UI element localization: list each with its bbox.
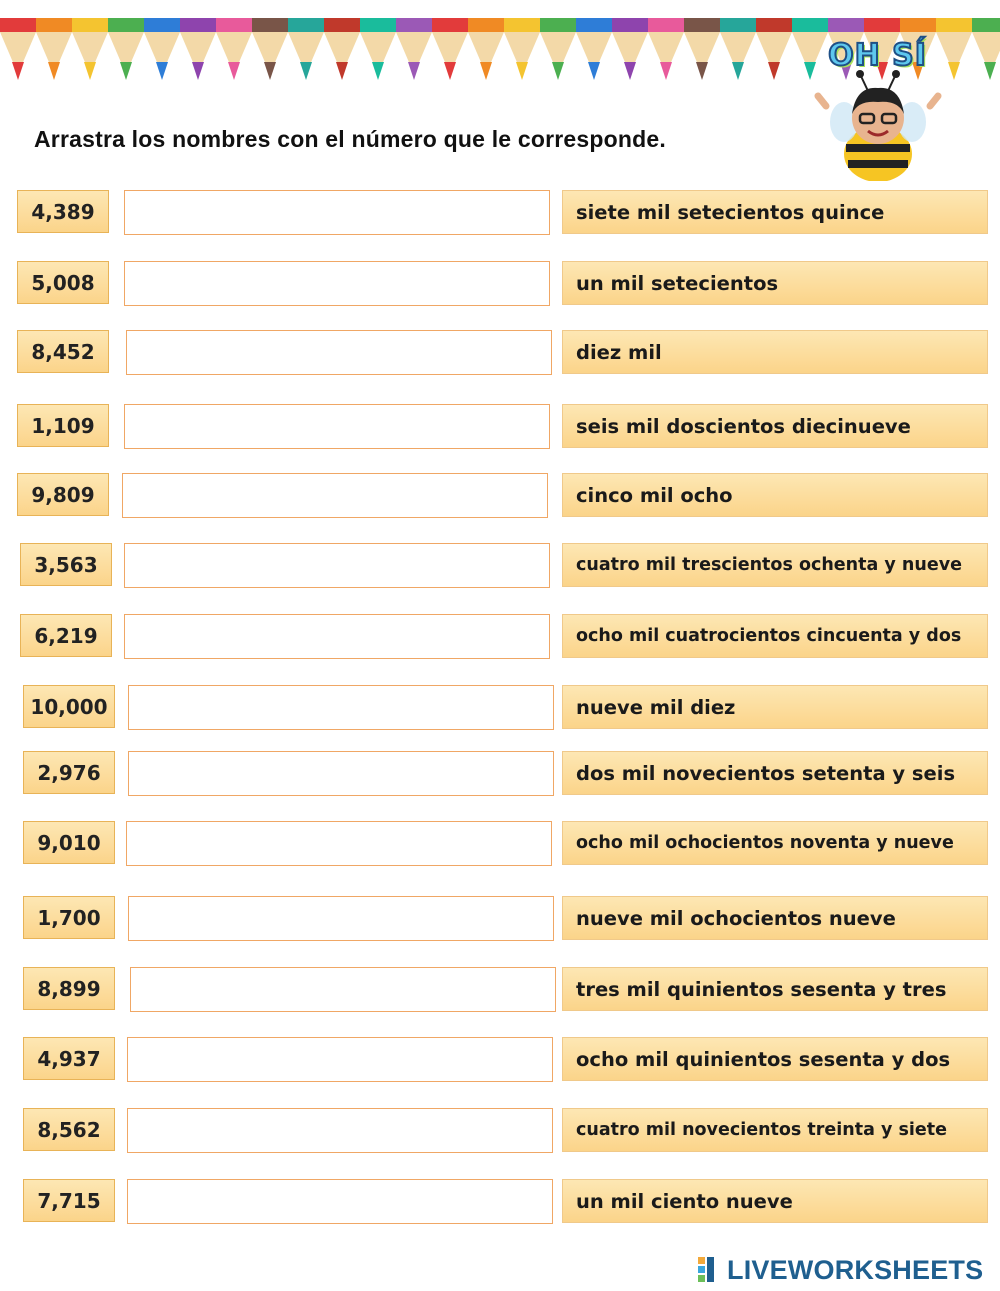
pencil-body <box>720 18 756 32</box>
pencil-tip <box>588 62 600 80</box>
pencil-body <box>360 18 396 32</box>
draggable-name-card[interactable]: ocho mil ochocientos noventa y nueve <box>562 821 988 865</box>
pencil-body <box>648 18 684 32</box>
pencil-body <box>612 18 648 32</box>
drop-zone[interactable] <box>124 543 550 588</box>
number-tile: 8,562 <box>23 1108 115 1151</box>
drop-zone[interactable] <box>127 1179 553 1224</box>
pencil-tip <box>732 62 744 80</box>
pencil-body <box>252 18 288 32</box>
draggable-name-card[interactable]: ocho mil cuatrocientos cincuenta y dos <box>562 614 988 658</box>
pencil-tip <box>48 62 60 80</box>
drop-zone[interactable] <box>124 190 550 235</box>
number-tile: 10,000 <box>23 685 115 728</box>
pencil-body <box>540 18 576 32</box>
pencil-body <box>396 18 432 32</box>
pencil-tip <box>408 62 420 80</box>
pencil-body <box>504 18 540 32</box>
pencil-tip <box>300 62 312 80</box>
number-tile: 8,899 <box>23 967 115 1010</box>
liveworksheets-logo <box>698 1252 983 1288</box>
draggable-name-card[interactable]: siete mil setecientos quince <box>562 190 988 234</box>
pencil-tip <box>120 62 132 80</box>
number-tile: 4,937 <box>23 1037 115 1080</box>
pencil-body <box>72 18 108 32</box>
drop-zone[interactable] <box>127 1037 553 1082</box>
pencil-tip <box>228 62 240 80</box>
pencil-body <box>288 18 324 32</box>
number-tile: 1,109 <box>17 404 109 447</box>
draggable-name-card[interactable]: nueve mil ochocientos nueve <box>562 896 988 940</box>
pencil-tip <box>696 62 708 80</box>
pencil-tip <box>444 62 456 80</box>
pencil-body <box>756 18 792 32</box>
pencil-body <box>972 18 1000 32</box>
pencil-tip <box>480 62 492 80</box>
pencil-body <box>216 18 252 32</box>
drop-zone[interactable] <box>128 751 554 796</box>
drop-zone[interactable] <box>126 330 552 375</box>
pencil-body <box>144 18 180 32</box>
pencil-tip <box>372 62 384 80</box>
instructions: Arrastra los nombres con el número que le corresponde. <box>34 126 666 152</box>
draggable-name-card[interactable]: tres mil quinientos sesenta y tres <box>562 967 988 1011</box>
pencil-body <box>576 18 612 32</box>
pencil-tip <box>84 62 96 80</box>
pencil-body <box>792 18 828 32</box>
pencil-body <box>864 18 900 32</box>
pencil-tip <box>12 62 24 80</box>
pencil-tip <box>156 62 168 80</box>
drop-zone[interactable] <box>124 261 550 306</box>
pencil-tip <box>948 62 960 80</box>
pencil-body <box>828 18 864 32</box>
draggable-name-card[interactable]: cinco mil ocho <box>562 473 988 517</box>
pencil-body <box>0 18 36 32</box>
number-tile: 8,452 <box>17 330 109 373</box>
pencil-body <box>936 18 972 32</box>
number-tile: 4,389 <box>17 190 109 233</box>
pencil-body <box>324 18 360 32</box>
drop-zone[interactable] <box>124 614 550 659</box>
pencil-body <box>180 18 216 32</box>
draggable-name-card[interactable]: cuatro mil trescientos ochenta y nueve <box>562 543 988 587</box>
pencil-body <box>468 18 504 32</box>
number-tile: 5,008 <box>17 261 109 304</box>
pencil-body <box>108 18 144 32</box>
draggable-name-card[interactable]: cuatro mil novecientos treinta y siete <box>562 1108 988 1152</box>
logo-text: LIVEWORKSHEETS <box>727 1254 984 1285</box>
draggable-name-card[interactable]: dos mil novecientos setenta y seis <box>562 751 988 795</box>
pencil-tip <box>624 62 636 80</box>
draggable-name-card[interactable]: ocho mil quinientos sesenta y dos <box>562 1037 988 1081</box>
number-tile: 6,219 <box>20 614 112 657</box>
liveworksheets-logo-icon <box>698 1257 724 1283</box>
number-tile: 2,976 <box>23 751 115 794</box>
drop-zone[interactable] <box>128 685 554 730</box>
draggable-name-card[interactable]: un mil ciento nueve <box>562 1179 988 1223</box>
drop-zone[interactable] <box>126 821 552 866</box>
draggable-name-card[interactable]: nueve mil diez <box>562 685 988 729</box>
pencil-tip <box>516 62 528 80</box>
drop-zone[interactable] <box>130 967 556 1012</box>
pencil-tip <box>192 62 204 80</box>
number-tile: 9,809 <box>17 473 109 516</box>
draggable-name-card[interactable]: diez mil <box>562 330 988 374</box>
pencil-tip <box>264 62 276 80</box>
pencil-tip <box>768 62 780 80</box>
pencil-body <box>36 18 72 32</box>
pencil-tip <box>984 62 996 80</box>
pencil-tip <box>660 62 672 80</box>
drop-zone[interactable] <box>128 896 554 941</box>
pencil-tip <box>336 62 348 80</box>
draggable-name-card[interactable]: un mil setecientos <box>562 261 988 305</box>
pencil-body <box>900 18 936 32</box>
number-tile: 9,010 <box>23 821 115 864</box>
drop-zone[interactable] <box>127 1108 553 1153</box>
number-tile: 3,563 <box>20 543 112 586</box>
pencil-body <box>684 18 720 32</box>
number-tile: 1,700 <box>23 896 115 939</box>
pencil-body <box>432 18 468 32</box>
number-tile: 7,715 <box>23 1179 115 1222</box>
drop-zone[interactable] <box>124 404 550 449</box>
oh-si-badge: OH SÍ <box>828 38 927 73</box>
drop-zone[interactable] <box>122 473 548 518</box>
pencil-tip <box>552 62 564 80</box>
draggable-name-card[interactable]: seis mil doscientos diecinueve <box>562 404 988 448</box>
